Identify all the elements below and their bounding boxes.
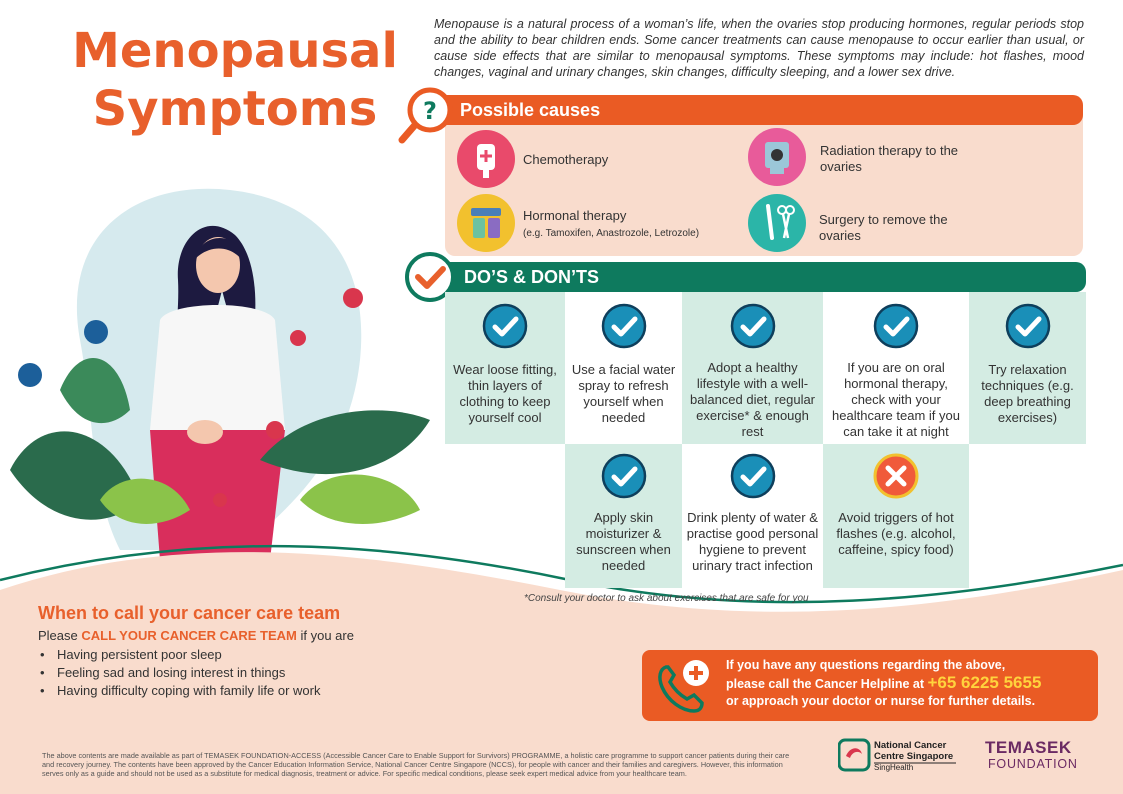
ncc-logo-text: [874, 740, 953, 762]
title-line-2: Symptoms: [92, 81, 378, 137]
iv-bag-icon: [457, 130, 515, 188]
cause-hormonal-label: Hormonal therapy: [523, 208, 627, 223]
check-icon: [600, 302, 648, 350]
exercise-footnote: *Consult your doctor to ask about exercises that are safe for you: [524, 593, 809, 604]
dont-text: Avoid triggers of hot flashes (e.g. alcohol, caffeine, spicy food): [836, 510, 956, 557]
list-item: • Having difficulty coping with family life or work: [40, 682, 320, 700]
helpline-text: [726, 657, 1086, 710]
helpline-line1: If you have any questions regarding the above,: [726, 658, 1006, 672]
check-icon: [1004, 302, 1052, 350]
do-item: [823, 292, 969, 444]
do-text: Drink plenty of water & practise good personal hygiene to prevent urinary tract infection: [686, 510, 819, 573]
cause-hormonal-sub: (e.g. Tamoxifen, Anastrozole, Letrozole): [523, 228, 700, 239]
list-item: • Feeling sad and losing interest in things: [40, 664, 320, 682]
do-text: Try relaxation techniques (e.g. deep breathing exercises): [981, 362, 1074, 425]
do-item: [682, 444, 823, 588]
title-line-1: Menopausal: [72, 23, 398, 79]
do-text: Use a facial water spray to refresh yourself when needed: [571, 362, 676, 425]
call-list: [40, 646, 320, 700]
check-icon: [600, 452, 648, 500]
surgical-tools-icon: [748, 194, 806, 252]
pill-bottle-icon: [457, 194, 515, 252]
check-icon: [729, 302, 777, 350]
temasek-logo-line1: TEMASEK: [985, 738, 1072, 757]
intro-paragraph: Menopause is a natural process of a woman’s life, when the ovaries stop producing hormones, regular periods stop and the ability to bear children ends. Some cancer treatments can cause menopause to occur earlier than usual, or cause side effects that are similar to menopausal symptoms. These symptoms may include: hot flashes, mood changes, vaginal and urinary changes, skin changes, difficulty sleeping, and a lower sex drive.: [434, 17, 1084, 79]
cause-surgery-label: Surgery to remove the ovaries: [819, 212, 948, 243]
list-item: • Having persistent poor sleep: [40, 646, 320, 664]
phone-plus-icon: [654, 657, 712, 715]
call-lead-pre: Please: [38, 628, 82, 643]
ncc-line1: National Cancer: [874, 740, 947, 751]
call-lead-post: if you are: [296, 628, 354, 643]
svg-text:?: ?: [423, 97, 437, 125]
cause-chemotherapy-label: Chemotherapy: [523, 152, 609, 167]
cause-radiation-label: Radiation therapy to the ovaries: [820, 143, 959, 174]
causes-heading: Possible causes: [460, 100, 601, 120]
do-item: [565, 444, 682, 588]
page-title: [70, 22, 400, 138]
do-text: Apply skin moisturizer & sunscreen when needed: [576, 510, 671, 573]
do-text: If you are on oral hormonal therapy, check with your healthcare team if you can take it at night: [832, 360, 960, 439]
do-text: Adopt a healthy lifestyle with a well-balanced diet, regular exercise* & enough rest: [689, 360, 816, 439]
disclaimer: The above contents are made available as part of TEMASEK FOUNDATION-ACCESS (Accessible Cancer Care to Enable Support for Survivors) PROGRAMME, a holistic care programme to support cancer patients during their care and recovery journey. The contents have been approved by the Cancer Education Information Service, National Cancer Centre Singapore (NCCS), for people with cancer and their families and caregivers. However, this information serves only as a guide and should not be used as a substitute for medical diagnosis, treatment or advice. For specific medical conditions, please seek expert medical advice from your healthcare team.: [42, 751, 790, 778]
check-icon: [729, 452, 777, 500]
helpline-line2: please call the Cancer Helpline at: [726, 677, 928, 691]
dos-heading: DO’S & DON’TS: [464, 267, 600, 287]
helpline-number[interactable]: +65 6225 5655: [927, 673, 1042, 692]
ncc-line2: Centre Singapore: [874, 751, 954, 762]
check-icon: [481, 302, 529, 350]
singhealth-label: SingHealth: [874, 763, 914, 772]
temasek-logo-line2: FOUNDATION: [988, 757, 1078, 771]
do-item: [445, 292, 565, 444]
call-lead: [38, 628, 354, 643]
dont-item: [823, 444, 969, 588]
check-icon: [872, 302, 920, 350]
do-item: [969, 292, 1086, 444]
radiation-icon: [748, 128, 806, 186]
do-item: [565, 292, 682, 444]
call-heading: When to call your cancer care team: [38, 603, 341, 623]
do-text: Wear loose fitting, thin layers of clothing to keep yourself cool: [453, 362, 557, 425]
call-lead-emphasis: CALL YOUR CANCER CARE TEAM: [81, 628, 297, 643]
magnifier-question-icon: [398, 84, 458, 144]
helpline-line3: or approach your doctor or nurse for further details.: [726, 694, 1036, 708]
do-item: [682, 292, 823, 444]
cross-icon: [872, 452, 920, 500]
